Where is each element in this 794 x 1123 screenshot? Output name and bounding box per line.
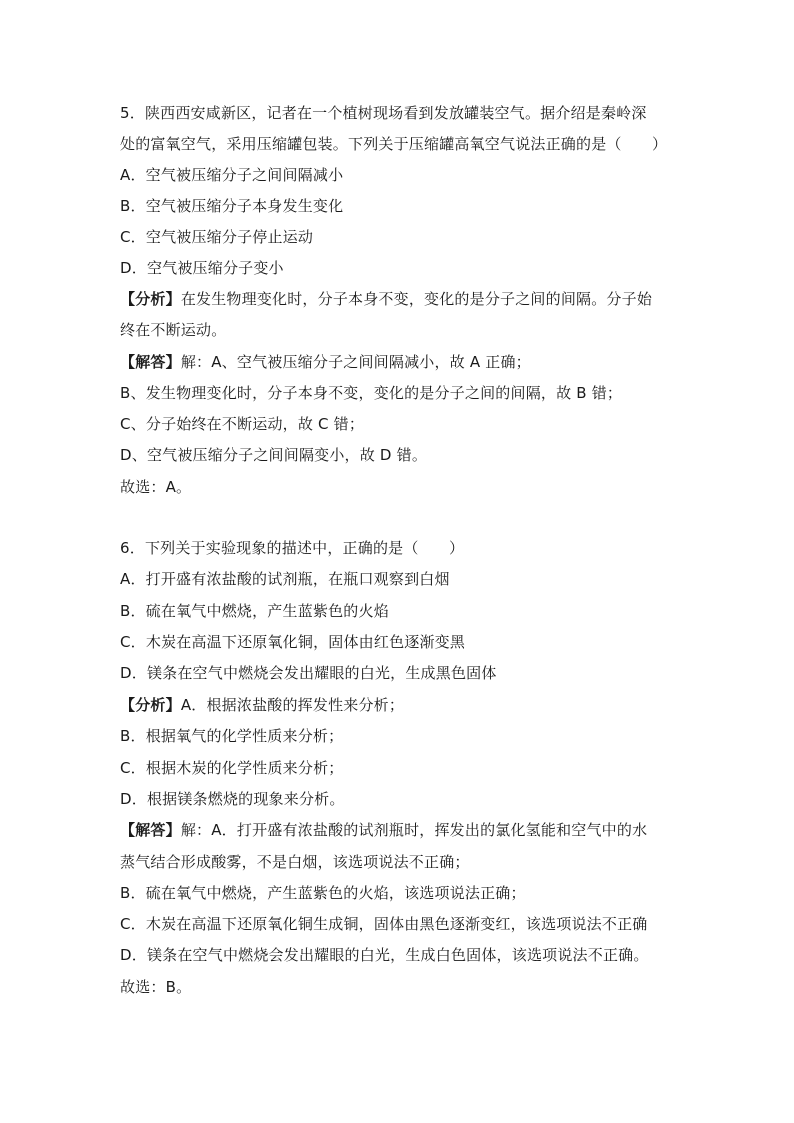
q5-answer-text: 解：A、空气被压缩分子之间间隔减小，故 A 正确； [180,353,531,371]
q5-answer-line-2: B、发生物理变化时，分子本身不变，变化的是分子之间的间隔，故 B 错； [120,384,623,402]
q5-option-b: B．空气被压缩分子本身发生变化 [120,197,344,215]
q5-stem-line-2: 处的富氧空气，采用压缩罐包装。下列关于压缩罐高氧空气说法正确的是（ ） [120,135,668,153]
q6-analysis-line-2: B．根据氧气的化学性质来分析； [120,727,344,745]
q5-option-c: C．空气被压缩分子停止运动 [120,228,314,246]
q5-analysis-line-2: 终在不断运动。 [120,321,227,339]
q6-answer-line-1 [120,820,680,840]
q5-analysis-tag: 【分析】 [120,290,181,308]
q6-answer-line-2: 蒸气结合形成酸雾，不是白烟，该选项说法不正确； [120,853,470,871]
q6-analysis-line-4: D．根据镁条燃烧的现象来分析。 [120,790,345,808]
q5-choice: 故选：A。 [120,478,192,496]
q5-stem-line-1: 5．陕西西安咸新区，记者在一个植树现场看到发放罐装空气。据介绍是秦岭深 [120,104,647,122]
q5-answer-line-3: C、分子始终在不断运动，故 C 错； [120,415,365,433]
q5-answer-tag: 【解答】 [120,353,181,371]
q6-answer-line-3: B．硫在氧气中燃烧，产生蓝紫色的火焰，该选项说法正确； [120,884,526,902]
q6-option-c: C．木炭在高温下还原氧化铜，固体由红色逐渐变黑 [120,633,466,651]
q6-analysis-tag: 【分析】 [120,696,181,714]
q6-analysis-text: A．根据浓盐酸的挥发性来分析； [180,696,405,714]
q6-option-d: D．镁条在空气中燃烧会发出耀眼的白光，生成黑色固体 [120,664,497,682]
q6-analysis-line-3: C．根据木炭的化学性质来分析； [120,759,344,777]
q6-stem: 6．下列关于实验现象的描述中，正确的是（ ） [120,539,465,557]
q6-choice: 故选：B。 [120,978,192,996]
q5-option-a: A．空气被压缩分子之间间隔减小 [120,166,344,184]
q5-analysis-text: 在发生物理变化时，分子本身不变，变化的是分子之间的间隔。分子始 [180,290,653,308]
q6-option-a: A．打开盛有浓盐酸的试剂瓶，在瓶口观察到白烟 [120,570,450,588]
q6-analysis-line-1 [120,695,680,715]
q6-answer-text: 解：A．打开盛有浓盐酸的试剂瓶时，挥发出的氯化氢能和空气中的水 [180,821,648,839]
q6-answer-line-5: D．镁条在空气中燃烧会发出耀眼的白光，生成白色固体，该选项说法不正确。 [120,946,649,964]
q6-option-b: B．硫在氧气中燃烧，产生蓝紫色的火焰 [120,602,389,620]
q5-option-d: D．空气被压缩分子变小 [120,259,284,277]
q5-answer-line-1 [120,352,680,372]
q5-answer-line-4: D、空气被压缩分子之间间隔变小，故 D 错。 [120,446,428,464]
q6-answer-line-4: C．木炭在高温下还原氧化铜生成铜，固体由黑色逐渐变红，该选项说法不正确 [120,915,648,933]
q6-answer-tag: 【解答】 [120,821,181,839]
q5-analysis-line-1 [120,289,680,309]
